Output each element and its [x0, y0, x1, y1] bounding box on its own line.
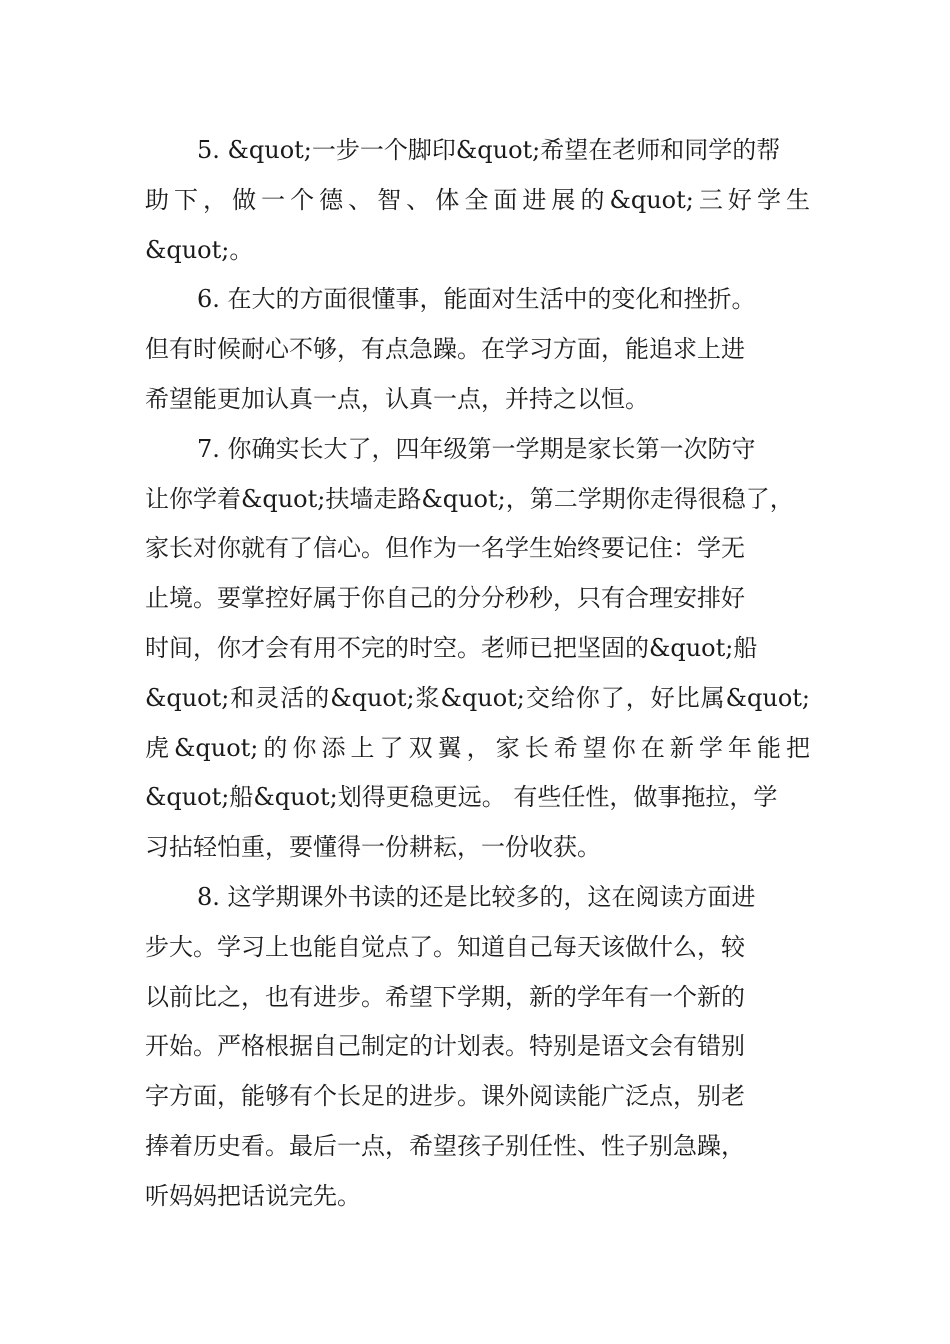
- paragraph-6: [145, 275, 810, 424]
- text-line: 虎&quot;的你添上了双翼，家长希望你在新学年能把: [145, 733, 810, 762]
- text-line: 止境。要掌控好属于你自己的分分秒秒，只有合理安排好: [145, 584, 745, 613]
- text-line: 助下，做一个德、智、体全面进展的&quot;三好学生: [145, 185, 810, 214]
- paragraph-7: [145, 425, 810, 873]
- text-line: &quot;。: [145, 235, 254, 264]
- paragraph-5: [145, 126, 810, 275]
- text-line: 8. 这学期课外书读的还是比较多的，这在阅读方面进: [197, 882, 756, 911]
- text-line: 捧着历史看。最后一点，希望孩子别任性、性子别急躁，: [145, 1131, 745, 1160]
- text-line: 步大。学习上也能自觉点了。知道自己每天该做什么，较: [145, 932, 745, 961]
- text-line: 习拈轻怕重，要懂得一份耕耘，一份收获。: [145, 833, 601, 862]
- text-line: 希望能更加认真一点，认真一点，并持之以恒。: [145, 384, 649, 413]
- text-line: 6. 在大的方面很懂事，能面对生活中的变化和挫折。: [197, 285, 756, 314]
- text-line: 家长对你就有了信心。但作为一名学生始终要记住：学无: [145, 534, 745, 563]
- text-line: 时间，你才会有用不完的时空。老师已把坚固的&quot;船: [145, 633, 758, 662]
- document-body: [145, 126, 810, 1222]
- paragraph-8: [145, 873, 810, 1222]
- text-line: 但有时候耐心不够，有点急躁。在学习方面，能追求上进: [145, 335, 745, 364]
- text-line: &quot;船&quot;划得更稳更远。 有些任性，做事拖拉，学: [145, 783, 778, 812]
- text-line: 字方面，能够有个长足的进步。课外阅读能广泛点，别老: [145, 1082, 745, 1111]
- text-line: 5. &quot;一步一个脚印&quot;希望在老师和同学的帮: [197, 136, 781, 164]
- text-line: &quot;和灵活的&quot;浆&quot;交给你了，好比属&quot;: [145, 683, 810, 712]
- text-line: 以前比之，也有进步。希望下学期，新的学年有一个新的: [145, 982, 745, 1011]
- text-line: 开始。严格根据自己制定的计划表。特别是语文会有错别: [145, 1032, 745, 1061]
- text-line: 7. 你确实长大了，四年级第一学期是家长第一次防守: [197, 434, 756, 463]
- text-line: 听妈妈把话说完先。: [145, 1181, 361, 1210]
- text-line: 让你学着&quot;扶墙走路&quot;，第二学期你走得很稳了，: [145, 484, 794, 513]
